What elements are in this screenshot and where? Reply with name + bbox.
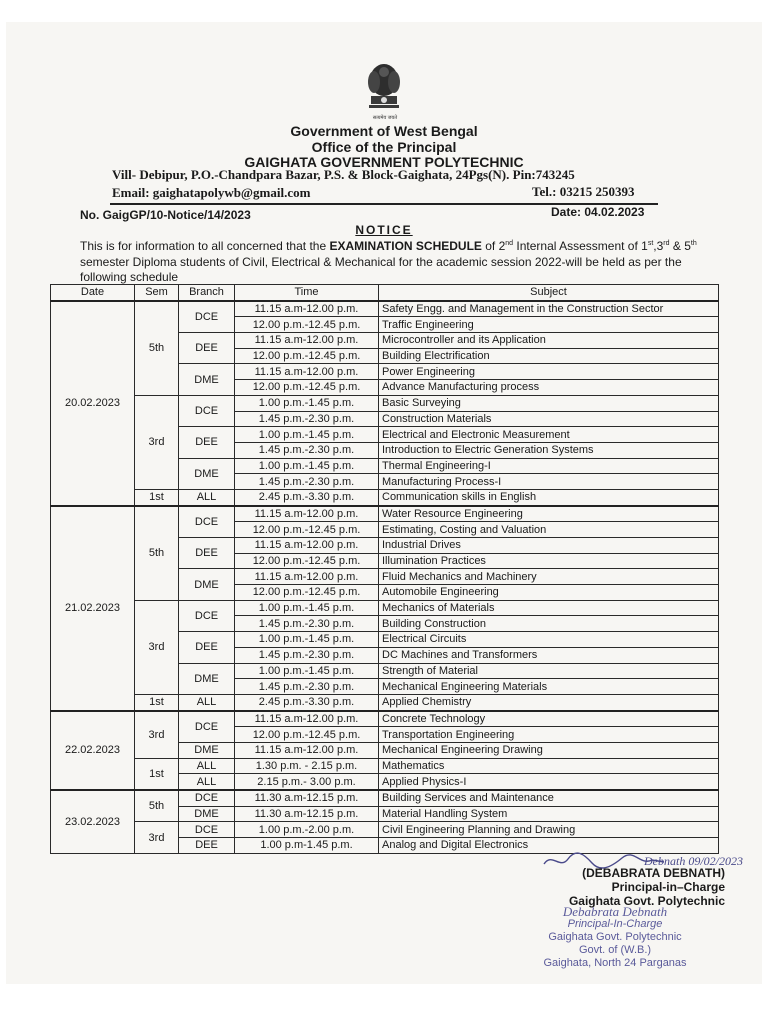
cell-time: 12.00 p.m.-12.45 p.m. <box>235 727 379 743</box>
header-address: Vill- Debipur, P.O.-Chandpara Bazar, P.S. & Block-Gaighata, 24Pgs(N). Pin:743245 <box>112 167 575 182</box>
cell-date: 23.02.2023 <box>51 790 135 853</box>
signatory-title: Principal-in–Charge <box>611 880 725 894</box>
header-subject: Subject <box>379 285 719 301</box>
cell-subject: Power Engineering <box>379 364 719 380</box>
table-row <box>51 694 719 710</box>
cell-time: 11.15 a.m-12.00 p.m. <box>235 333 379 349</box>
cell-time: 12.00 p.m.-12.45 p.m. <box>235 380 379 396</box>
stamp-govt: Govt. of (W.B.) <box>578 944 652 956</box>
cell-branch: DME <box>179 364 235 395</box>
cell-subject: Analog and Digital Electronics <box>379 838 719 854</box>
cell-time: 1.00 p.m.-1.45 p.m. <box>235 663 379 679</box>
cell-time: 1.45 p.m.-2.30 p.m. <box>235 616 379 632</box>
cell-time: 11.15 a.m-12.00 p.m. <box>235 538 379 554</box>
intro-sup: st <box>647 240 654 247</box>
cell-branch: DEE <box>179 333 235 364</box>
cell-branch: DEE <box>179 427 235 458</box>
cell-time: 1.45 p.m.-2.30 p.m. <box>235 411 379 427</box>
cell-subject: Construction Materials <box>379 411 719 427</box>
cell-subject: Estimating, Costing and Valuation <box>379 522 719 538</box>
cell-branch: ALL <box>179 694 235 710</box>
reference-number: No. GaigGP/10-Notice/14/2023 <box>80 208 251 222</box>
cell-time: 11.15 a.m-12.00 p.m. <box>235 711 379 727</box>
cell-time: 2.15 p.m.- 3.00 p.m. <box>235 774 379 790</box>
cell-subject: Building Construction <box>379 616 719 632</box>
table-row <box>51 758 719 774</box>
cell-sem: 3rd <box>135 395 179 489</box>
header-telephone: Tel.: 03215 250393 <box>532 184 635 199</box>
cell-branch: DCE <box>179 506 235 538</box>
cell-subject: Mechanical Engineering Materials <box>379 679 719 695</box>
cell-subject: Transportation Engineering <box>379 727 719 743</box>
cell-subject: Applied Chemistry <box>379 694 719 710</box>
cell-subject: Thermal Engineering-I <box>379 458 719 474</box>
cell-date: 22.02.2023 <box>51 711 135 790</box>
cell-time: 1.00 p.m.-2.00 p.m. <box>235 822 379 838</box>
cell-subject: Communication skills in English <box>379 489 719 505</box>
cell-subject: Building Electrification <box>379 348 719 364</box>
cell-branch: DME <box>179 458 235 489</box>
cell-time: 11.30 a.m-12.15 p.m. <box>235 790 379 806</box>
cell-sem: 3rd <box>135 711 179 759</box>
header-date: Date <box>51 285 135 301</box>
cell-time: 11.15 a.m-12.00 p.m. <box>235 301 379 317</box>
table-row <box>51 506 719 522</box>
table-row <box>51 822 719 838</box>
signatory-name: (DEBABRATA DEBNATH) <box>582 866 725 880</box>
intro-text: & 5 <box>669 239 691 253</box>
intro-text: This is for information to all concerned that the <box>80 239 330 253</box>
cell-date: 21.02.2023 <box>51 506 135 711</box>
header-office: Office of the Principal <box>311 139 457 155</box>
header-email: Email: gaighatapolywb@gmail.com <box>112 185 311 200</box>
cell-subject: Manufacturing Process-I <box>379 474 719 490</box>
cell-time: 2.45 p.m.-3.30 p.m. <box>235 694 379 710</box>
cell-subject: Automobile Engineering <box>379 585 719 601</box>
cell-subject: Fluid Mechanics and Machinery <box>379 569 719 585</box>
intro-text: semester Diploma students of Civil, Electrical & Mechanical for the academic session 2022-will be held as per the following schedule <box>80 254 682 284</box>
signatory-org: Gaighata Govt. Polytechnic <box>568 894 725 908</box>
notice-date: Date: 04.02.2023 <box>551 205 645 219</box>
cell-subject: Mechanical Engineering Drawing <box>379 742 719 758</box>
table-row <box>51 489 719 505</box>
notice-intro <box>80 236 700 286</box>
cell-branch: DCE <box>179 790 235 806</box>
cell-time: 1.00 p.m.-1.45 p.m. <box>235 427 379 443</box>
cell-sem: 5th <box>135 301 179 396</box>
cell-branch: DME <box>179 663 235 694</box>
header-branch: Branch <box>179 285 235 301</box>
cell-time: 11.15 a.m-12.00 p.m. <box>235 364 379 380</box>
table-row <box>51 301 719 317</box>
cell-subject: Traffic Engineering <box>379 317 719 333</box>
intro-bold: EXAMINATION SCHEDULE <box>329 239 482 253</box>
cell-sem: 1st <box>135 489 179 505</box>
intro-sup: rd <box>663 240 670 247</box>
intro-sup: nd <box>505 240 514 247</box>
stamp-name: Debabrata Debnath <box>562 904 668 919</box>
intro-text: ,3 <box>653 239 664 253</box>
stamp-place: Gaighata, North 24 Parganas <box>543 957 687 969</box>
cell-time: 11.15 a.m-12.00 p.m. <box>235 742 379 758</box>
cell-time: 12.00 p.m.-12.45 p.m. <box>235 585 379 601</box>
state-emblem-icon <box>361 62 407 120</box>
cell-sem: 3rd <box>135 822 179 853</box>
header-time: Time <box>235 285 379 301</box>
cell-time: 12.00 p.m.-12.45 p.m. <box>235 317 379 333</box>
cell-time: 11.15 a.m-12.00 p.m. <box>235 569 379 585</box>
cell-time: 1.45 p.m.-2.30 p.m. <box>235 442 379 458</box>
cell-time: 1.45 p.m.-2.30 p.m. <box>235 647 379 663</box>
cell-date: 20.02.2023 <box>51 301 135 506</box>
cell-branch: DME <box>179 569 235 600</box>
table-row <box>51 600 719 616</box>
cell-subject: Strength of Material <box>379 663 719 679</box>
cell-branch: ALL <box>179 758 235 774</box>
header-institution: GAIGHATA GOVERNMENT POLYTECHNIC <box>244 154 524 170</box>
cell-subject: Basic Surveying <box>379 395 719 411</box>
cell-branch: DCE <box>179 301 235 333</box>
cell-subject: Advance Manufacturing process <box>379 380 719 396</box>
cell-subject: Introduction to Electric Generation Systems <box>379 442 719 458</box>
cell-time: 1.00 p.m.-1.45 p.m. <box>235 395 379 411</box>
cell-time: 2.45 p.m.-3.30 p.m. <box>235 489 379 505</box>
notice-title: NOTICE <box>355 223 413 237</box>
cell-subject: Illumination Practices <box>379 553 719 569</box>
cell-time: 11.15 a.m-12.00 p.m. <box>235 506 379 522</box>
cell-sem: 5th <box>135 506 179 601</box>
cell-subject: Applied Physics-I <box>379 774 719 790</box>
cell-time: 1.30 p.m. - 2.15 p.m. <box>235 758 379 774</box>
cell-time: 1.45 p.m.-2.30 p.m. <box>235 474 379 490</box>
cell-subject: Microcontroller and its Application <box>379 333 719 349</box>
cell-subject: Civil Engineering Planning and Drawing <box>379 822 719 838</box>
cell-subject: Electrical Circuits <box>379 632 719 648</box>
cell-branch: DME <box>179 742 235 758</box>
cell-time: 1.00 p.m.-1.45 p.m. <box>235 600 379 616</box>
header-sem: Sem <box>135 285 179 301</box>
header-government: Government of West Bengal <box>290 123 478 139</box>
cell-subject: Material Handling System <box>379 806 719 822</box>
cell-time: 12.00 p.m.-12.45 p.m. <box>235 553 379 569</box>
cell-subject: Building Services and Maintenance <box>379 790 719 806</box>
cell-subject: Safety Engg. and Management in the Construction Sector <box>379 301 719 317</box>
table-row <box>51 711 719 727</box>
cell-branch: DME <box>179 806 235 822</box>
exam-schedule-table <box>50 284 719 854</box>
cell-subject: Water Resource Engineering <box>379 506 719 522</box>
cell-branch: ALL <box>179 774 235 790</box>
cell-sem: 1st <box>135 694 179 710</box>
cell-sem: 1st <box>135 758 179 790</box>
cell-subject: DC Machines and Transformers <box>379 647 719 663</box>
signature-date: Debnath 09/02/2023 <box>644 854 743 868</box>
intro-text: of 2 <box>481 239 506 253</box>
cell-time: 1.00 p.m.-1.45 p.m. <box>235 458 379 474</box>
stamp-title: Principal-In-Charge <box>567 918 663 930</box>
cell-time: 1.00 p.m-1.45 p.m. <box>235 838 379 854</box>
cell-subject: Mechanics of Materials <box>379 600 719 616</box>
cell-subject: Concrete Technology <box>379 711 719 727</box>
intro-sup: th <box>690 240 697 247</box>
emblem-motto: सत्यमेव जयते <box>372 115 398 121</box>
official-stamp <box>500 905 730 970</box>
intro-text: Internal Assessment of 1 <box>513 239 648 253</box>
cell-branch: DCE <box>179 395 235 426</box>
cell-time: 1.00 p.m.-1.45 p.m. <box>235 632 379 648</box>
table-row <box>51 395 719 411</box>
table-row <box>51 790 719 806</box>
signatory-block <box>505 866 725 908</box>
cell-time: 1.45 p.m.-2.30 p.m. <box>235 679 379 695</box>
cell-time: 11.30 a.m-12.15 p.m. <box>235 806 379 822</box>
cell-branch: DEE <box>179 838 235 854</box>
cell-branch: ALL <box>179 489 235 505</box>
cell-subject: Electrical and Electronic Measurement <box>379 427 719 443</box>
table-header-row <box>51 285 719 301</box>
cell-branch: DCE <box>179 711 235 743</box>
cell-branch: DEE <box>179 632 235 663</box>
stamp-org: Gaighata Govt. Polytechnic <box>548 931 682 943</box>
cell-sem: 3rd <box>135 600 179 694</box>
cell-branch: DEE <box>179 538 235 569</box>
cell-branch: DCE <box>179 822 235 838</box>
cell-time: 12.00 p.m.-12.45 p.m. <box>235 348 379 364</box>
cell-sem: 5th <box>135 790 179 822</box>
cell-time: 12.00 p.m.-12.45 p.m. <box>235 522 379 538</box>
cell-branch: DCE <box>179 600 235 631</box>
cell-subject: Industrial Drives <box>379 538 719 554</box>
cell-subject: Mathematics <box>379 758 719 774</box>
